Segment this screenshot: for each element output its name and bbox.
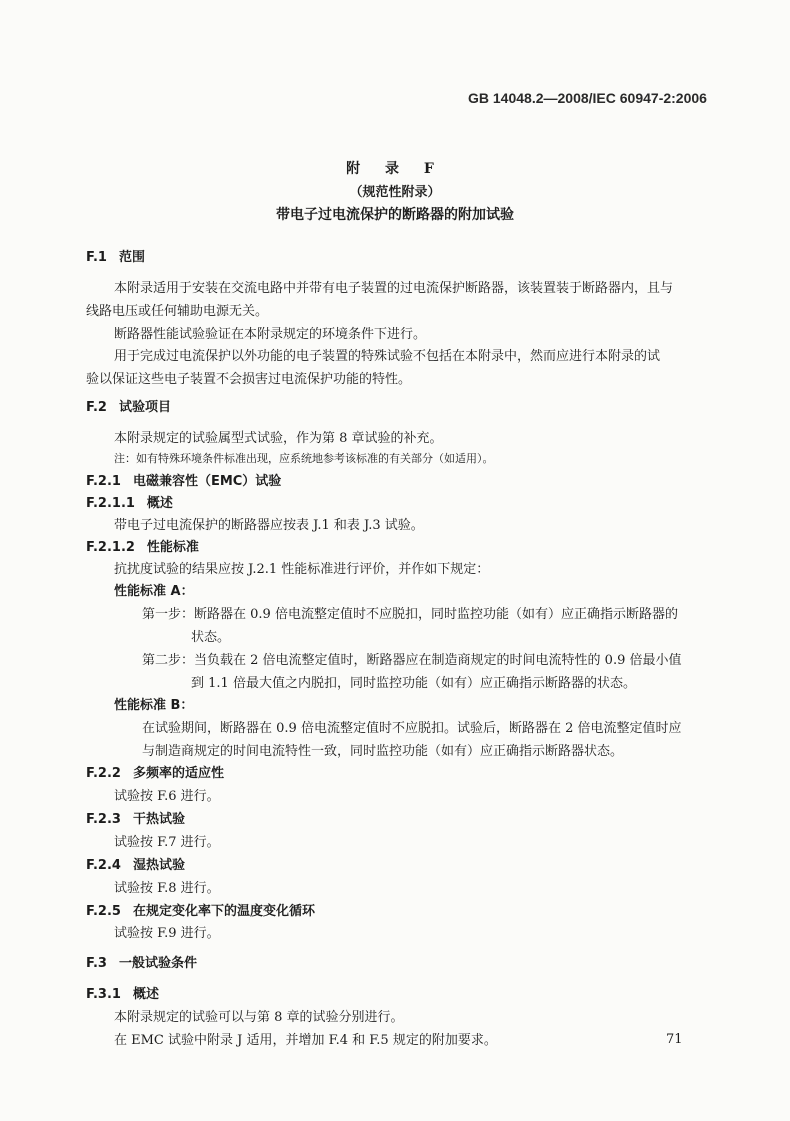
criterion-a-label: 性能标准 A： (114, 584, 194, 599)
section-heading-f1 (86, 246, 145, 265)
section-heading-f21 (86, 470, 281, 489)
section-heading-f3 (86, 952, 197, 971)
paragraph: 在 EMC 试验中附录 J 适用，并增加 F.4 和 F.5 规定的附加要求。 (114, 1033, 497, 1048)
section-heading-f31 (86, 983, 159, 1002)
section-number: F.2.2 (86, 766, 121, 781)
paragraph: 本附录规定的试验可以与第 8 章的试验分别进行。 (114, 1010, 404, 1025)
section-heading-f25 (86, 900, 315, 919)
appendix-name: 带电子过电流保护的断路器的附加试验 (276, 207, 514, 223)
criterion-b-text: 在试验期间，断路器在 0.9 倍电流整定值时不应脱扣。试验后，断路器在 2 倍电流整定值时应 (142, 721, 682, 736)
section-heading-f23 (86, 808, 185, 827)
section-number: F.2.3 (86, 812, 121, 827)
section-number: F.2.1.2 (86, 540, 135, 555)
paragraph: 本附录适用于安装在交流电路中并带有电子装置的过电流保护断路器，该装置装于断路器内，且与 (114, 281, 674, 296)
appendix-nature: （规范性附录） (349, 185, 441, 200)
paragraph: 试验按 F.9 进行。 (114, 926, 220, 941)
section-title: 多频率的适应性 (132, 766, 224, 781)
standard-code: GB 14048.2—2008/IEC 60947-2:2006 (468, 90, 707, 106)
paragraph: 试验按 F.7 进行。 (114, 835, 220, 850)
section-title: 范围 (118, 250, 145, 265)
criterion-a-step2: 第二步：当负载在 2 倍电流整定值时，断路器应在制造商规定的时间电流特性的 0.9 倍最小值 (142, 653, 682, 668)
section-title: 电磁兼容性（EMC）试验 (132, 474, 282, 489)
section-heading-f211 (86, 492, 173, 511)
paragraph: 断路器性能试验验证在本附录规定的环境条件下进行。 (114, 327, 427, 342)
section-title: 概述 (132, 987, 159, 1002)
criterion-a-step1: 第一步：断路器在 0.9 倍电流整定值时不应脱扣，同时监控功能（如有）应正确指示断路器的 (142, 607, 678, 622)
appendix-title: 附 录 F (346, 161, 444, 177)
paragraph: 试验按 F.8 进行。 (114, 881, 220, 896)
section-heading-f22 (86, 762, 224, 781)
paragraph: 用于完成过电流保护以外功能的电子装置的特殊试验不包括在本附录中，然而应进行本附录的试 (114, 349, 661, 364)
paragraph: 本附录规定的试验属型式试验，作为第 8 章试验的补充。 (114, 431, 443, 446)
section-title: 湿热试验 (132, 858, 185, 873)
criterion-a-step1-cont: 状态。 (191, 630, 231, 645)
paragraph: 抗扰度试验的结果应按 J.2.1 性能标准进行评价，并作如下规定： (114, 562, 490, 577)
section-title: 性能标准 (146, 540, 199, 555)
section-number: F.2 (86, 400, 107, 415)
section-title: 干热试验 (132, 812, 185, 827)
section-title: 一般试验条件 (118, 956, 197, 971)
criterion-b-text-cont: 与制造商规定的时间电流特性一致，同时监控功能（如有）应正确指示断路器状态。 (142, 744, 624, 759)
section-number: F.2.1 (86, 474, 121, 489)
paragraph: 线路电压或任何辅助电源无关。 (86, 304, 269, 319)
paragraph: 带电子过电流保护的断路器应按表 J.1 和表 J.3 试验。 (114, 518, 424, 533)
section-number: F.3 (86, 956, 107, 971)
section-heading-f2 (86, 396, 171, 415)
criterion-b-label: 性能标准 B： (114, 698, 194, 713)
paragraph: 验以保证这些电子装置不会损害过电流保护功能的特性。 (86, 372, 412, 387)
section-number: F.3.1 (86, 987, 121, 1002)
section-heading-f24 (86, 854, 185, 873)
page-number: 71 (666, 1032, 683, 1047)
section-number: F.2.5 (86, 904, 121, 919)
section-title: 试验项目 (118, 400, 171, 415)
section-number: F.1 (86, 250, 107, 265)
section-title: 在规定变化率下的温度变化循环 (132, 904, 315, 919)
criterion-a-step2-cont: 到 1.1 倍最大值之内脱扣，同时监控功能（如有）应正确指示断路器的状态。 (191, 676, 636, 691)
section-heading-f212 (86, 536, 199, 555)
section-number: F.2.1.1 (86, 496, 135, 511)
section-number: F.2.4 (86, 858, 121, 873)
paragraph: 试验按 F.6 进行。 (114, 789, 220, 804)
section-title: 概述 (146, 496, 173, 511)
note: 注：如有特殊环境条件标准出现，应系统地参考该标准的有关部分（如适用）。 (114, 452, 494, 465)
